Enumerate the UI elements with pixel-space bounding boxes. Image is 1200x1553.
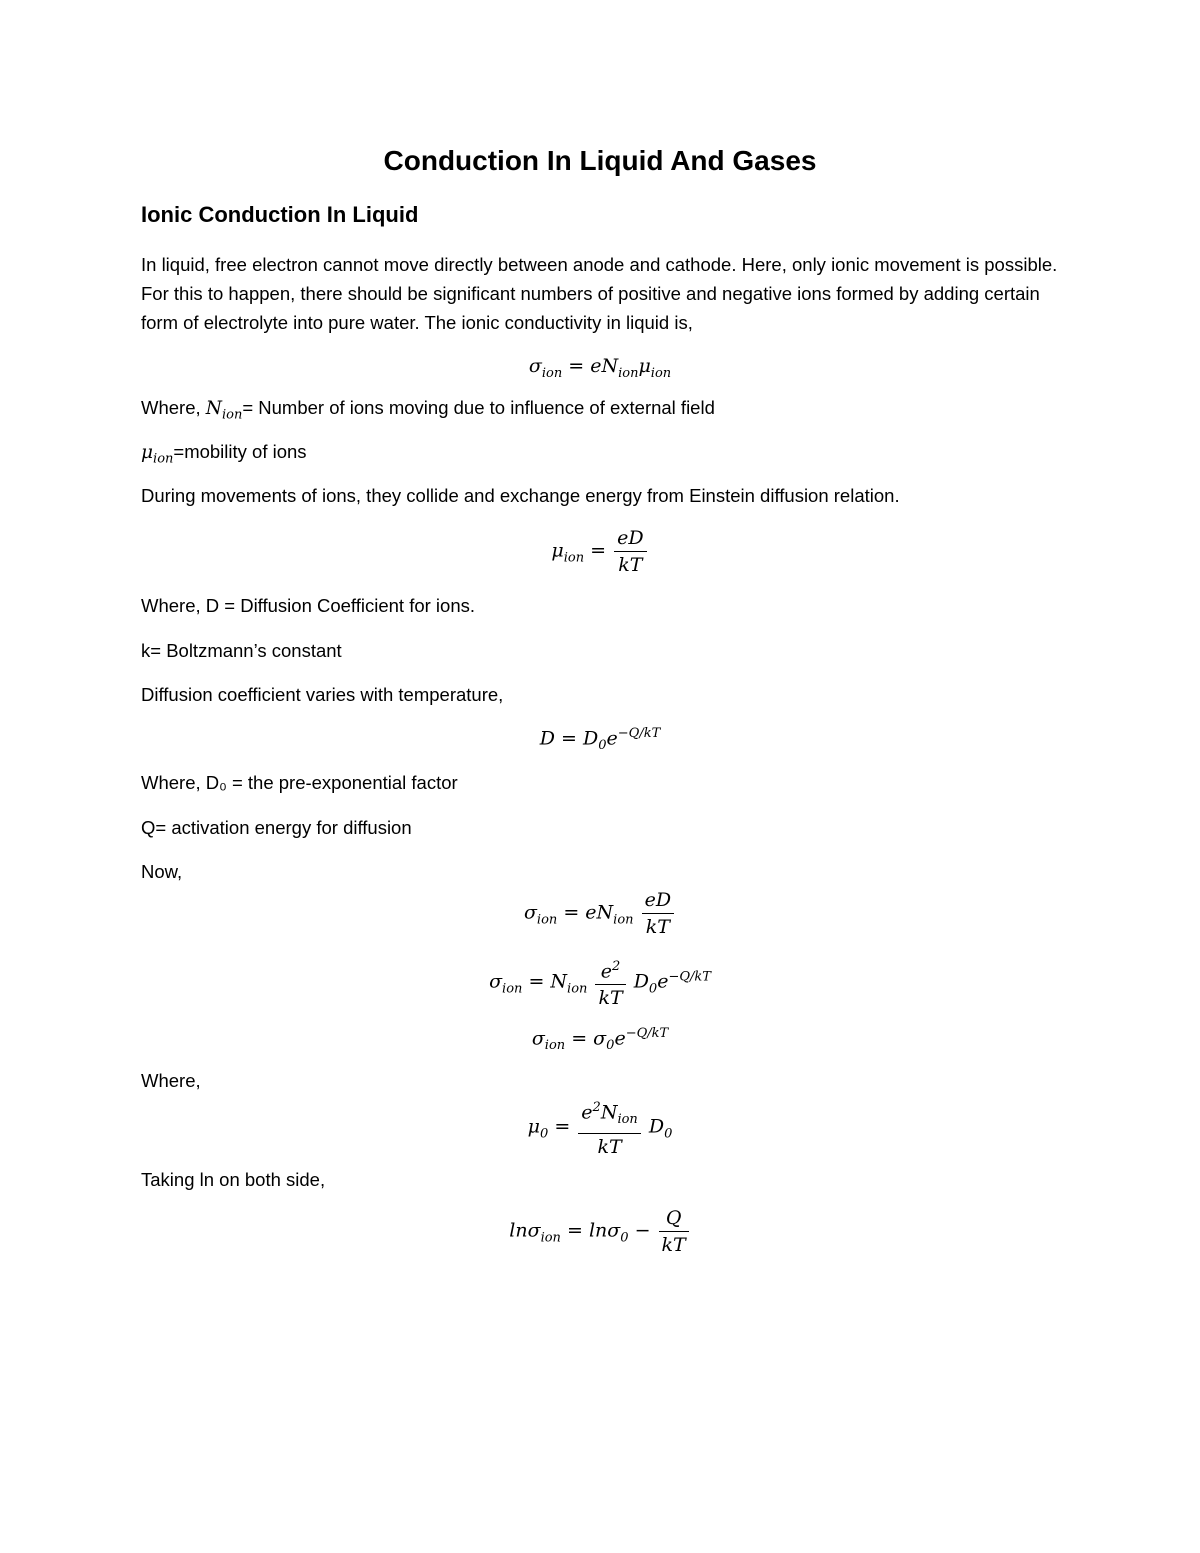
equation-arrhenius: $D = D_0e^{-Q/kT}$ <box>539 726 661 754</box>
where-n-ion-line: Where, $N_{ion}=$ Number of ions moving due to influence of external field <box>141 397 715 423</box>
equation-sigma-substituted: $\sigma_{ion} = eN_{ion}$ $\frac{eD}{kT}$ <box>0 888 1200 939</box>
section-heading: Ionic Conduction In Liquid <box>141 202 419 227</box>
now-line: Now, <box>141 861 183 882</box>
mu-ion-line: $\mu_{ion}=mobility$ of ions <box>141 441 307 467</box>
equation-mu0: $\mu_0$ = $\frac{e^2N_{ion}}{kT}$ $D_0$ <box>0 1096 1200 1159</box>
taking-ln-line: Taking ln on both side, <box>141 1169 326 1190</box>
during-line: During movements of ions, they collide and exchange energy from Einstein diffusion relation. <box>141 485 900 506</box>
equation-conductivity: $\sigma_{ion} = eN_{ion}\mu_{ion}$ <box>528 355 672 381</box>
equation-ln: lnσ$_{ion}$ = lnσ$_0$ − $\frac{Q}{kT}$ <box>0 1206 1200 1257</box>
diffusion-temp-line: Diffusion coefficient varies with temperature, <box>141 684 504 705</box>
activation-energy-line: Q= activation energy for diffusion <box>141 817 412 838</box>
page-title: Conduction In Liquid And Gases <box>383 145 817 176</box>
equation-sigma-expanded: $\sigma_{ion} = N_{ion}$ $\frac{e^2}{kT}$ $D_0e^{-Q/kT}$ <box>0 955 1200 1010</box>
equation-einstein: $\mu_{ion}$ = $\frac{eD}{kT}$ <box>0 526 1200 577</box>
intro-paragraph: In liquid, free electron cannot move directly between anode and cathode. Here, only ionic movement is possible. For this to happen, there should be significant numbers of positive and negative ions formed by adding certain form of electrolyte into pure water. The ionic conductivity in liquid is, <box>141 254 1058 333</box>
where-line: Where, <box>141 1070 201 1091</box>
boltzmann-line: k= Boltzmann’s constant <box>141 640 342 661</box>
equation-sigma-final: $\sigma_{ion} = \sigma_0e^{-Q/kT}$ <box>531 1026 669 1054</box>
where-d-line: Where, D = Diffusion Coefficient for ions. <box>141 595 476 616</box>
where-d0-line: Where, D₀ = the pre-exponential factor <box>141 772 458 793</box>
